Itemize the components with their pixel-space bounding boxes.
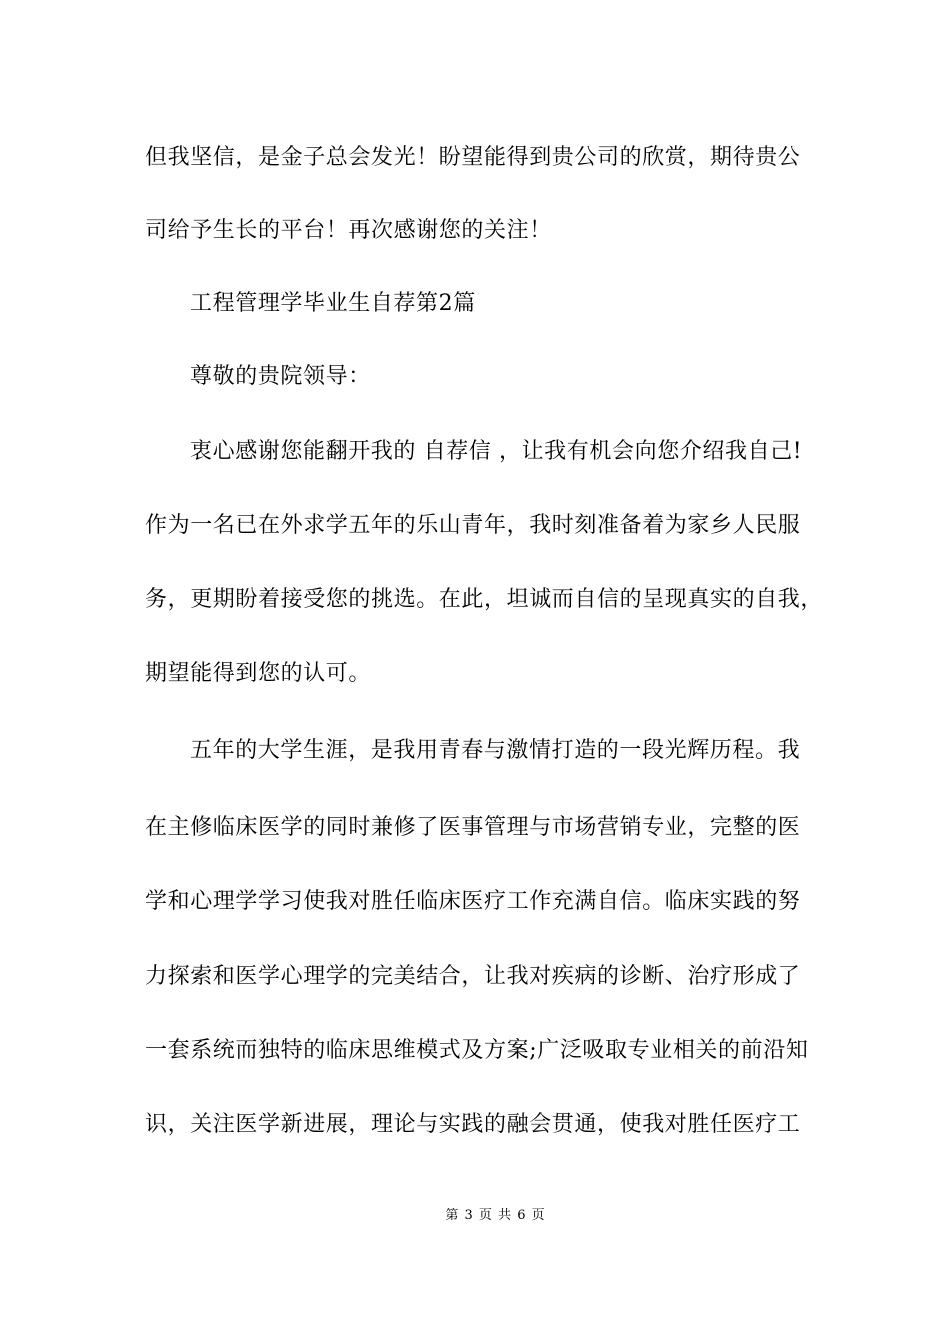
paragraph-line: 司给予生长的平台！再次感谢您的关注！ (145, 218, 552, 243)
salutation: 尊敬的贵院领导： (190, 364, 371, 389)
paragraph-line: 力探索和医学心理学的完美结合，让我对疾病的诊断、治疗形成了 (145, 964, 801, 989)
paragraph-line: 衷心感谢您能翻开我的 自荐信 ，让我有机会向您介绍我自己! (190, 439, 803, 464)
paragraph-line: 但我坚信，是金子总会发光！盼望能得到贵公司的欣赏，期待贵公 (145, 145, 801, 170)
paragraph-line: 学和心理学学习使我对胜任临床医疗工作充满自信。临床实践的努 (145, 889, 801, 914)
page-number: 第 3 页 共 6 页 (445, 1208, 545, 1223)
section-heading: 工程管理学毕业生自荐第2篇 (190, 291, 476, 316)
paragraph-line: 期望能得到您的认可。 (145, 661, 372, 686)
paragraph-line: 一套系统而独特的临床思维模式及方案;广泛吸取专业相关的前沿知 (145, 1038, 809, 1063)
paragraph-line: 作为一名已在外求学五年的乐山青年，我时刻准备着为家乡人民服 (145, 513, 801, 538)
paragraph-line: 识，关注医学新进展，理论与实践的融会贯通，使我对胜任医疗工 (145, 1112, 801, 1137)
paragraph-line: 在主修临床医学的同时兼修了医事管理与市场营销专业，完整的医 (145, 815, 801, 840)
paragraph-line: 五年的大学生涯，是我用青春与激情打造的一段光辉历程。我 (190, 738, 801, 763)
paragraph-line: 务，更期盼着接受您的挑选。在此，坦诚而自信的呈现真实的自我， (145, 587, 824, 612)
